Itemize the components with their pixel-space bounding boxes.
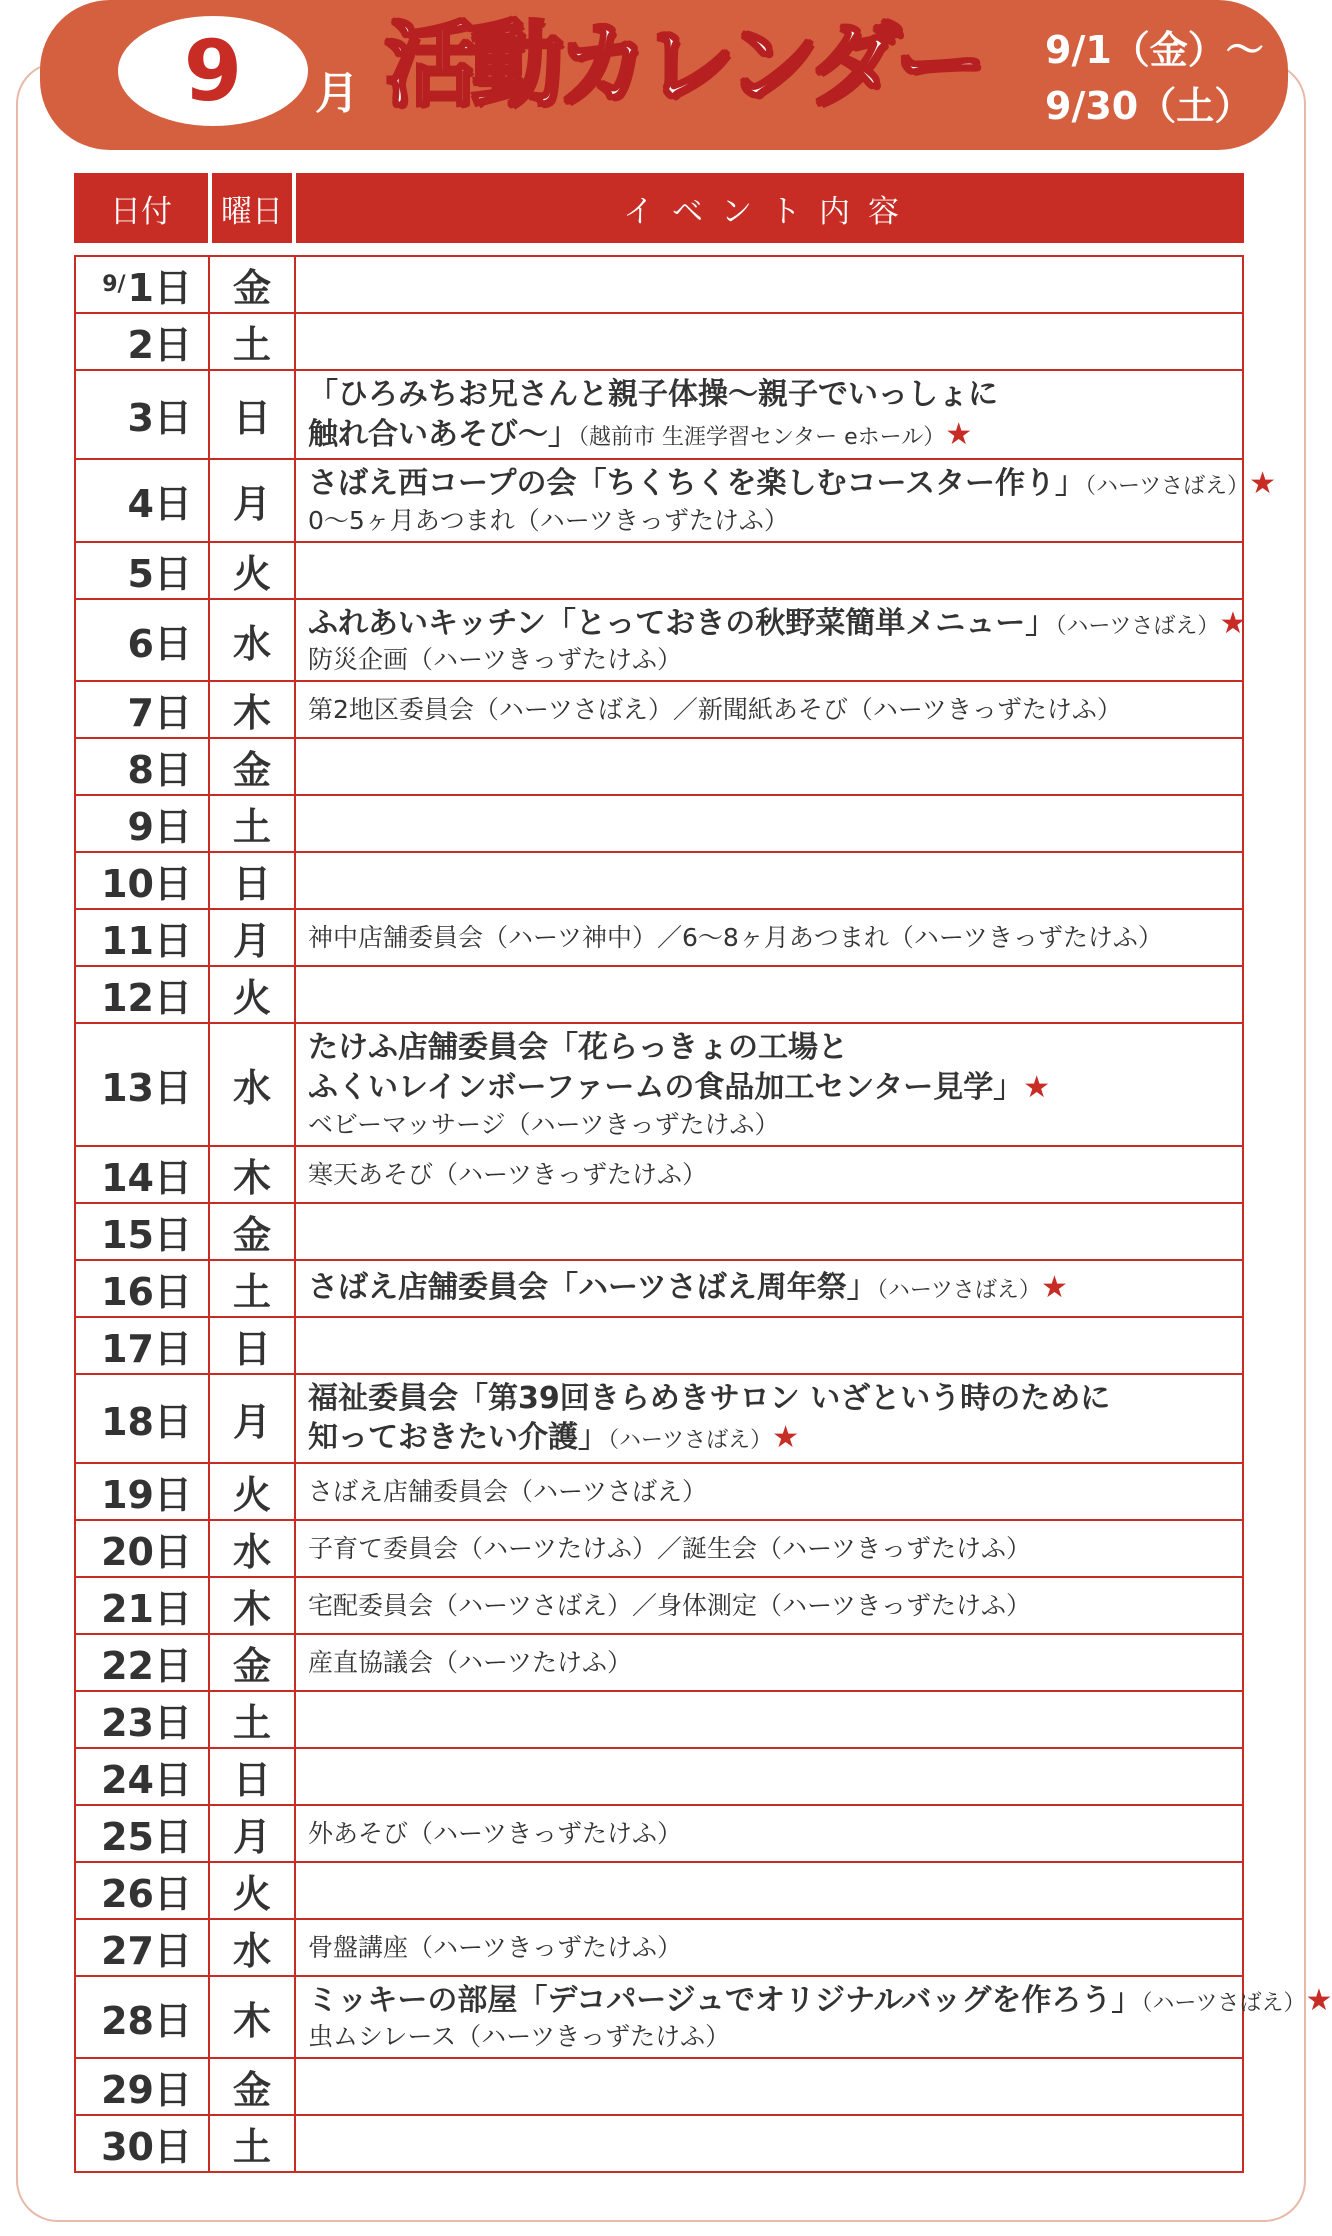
calendar-row xyxy=(75,1203,1243,1260)
date-label: 8日 xyxy=(127,748,192,793)
weekday-cell: 金 xyxy=(209,1203,295,1260)
calendar-row xyxy=(75,1748,1243,1805)
event-cell xyxy=(295,966,1243,1023)
weekday-cell: 木 xyxy=(209,1146,295,1203)
calendar-row xyxy=(75,1317,1243,1374)
event-line xyxy=(308,1379,1236,1419)
event-line xyxy=(308,1028,1236,1068)
weekday-cell: 土 xyxy=(209,1691,295,1748)
event-text: 産直協議会（ハーツたけふ） xyxy=(308,1647,633,1677)
event-text: ふれあいキッチン「とっておきの秋野菜簡単メニュー」 xyxy=(308,605,1056,641)
column-header-row xyxy=(74,173,1244,243)
calendar-row xyxy=(75,1805,1243,1862)
weekday-cell: 月 xyxy=(209,909,295,966)
calendar-row xyxy=(75,542,1243,599)
calendar-row xyxy=(75,1976,1243,2059)
event-cell xyxy=(295,256,1243,313)
weekday-cell: 水 xyxy=(209,1520,295,1577)
date-label: 24日 xyxy=(101,1757,192,1802)
date-cell xyxy=(75,1520,209,1577)
date-cell xyxy=(75,459,209,542)
date-month-prefix: 9/ xyxy=(102,272,126,297)
date-cell xyxy=(75,795,209,852)
date-cell xyxy=(75,1862,209,1919)
calendar-row xyxy=(75,738,1243,795)
event-cell xyxy=(295,370,1243,459)
date-label: 28日 xyxy=(101,1998,192,2043)
star-icon: ★ xyxy=(945,416,973,452)
event-text: ふくいレインボーファームの食品加工センター見学」 xyxy=(308,1069,1024,1105)
month-suffix: 月 xyxy=(315,68,359,119)
event-cell xyxy=(295,1146,1243,1203)
weekday-cell: 火 xyxy=(209,966,295,1023)
date-cell xyxy=(75,542,209,599)
event-line xyxy=(308,1981,1332,2021)
date-cell xyxy=(75,1023,209,1145)
event-cell xyxy=(295,1577,1243,1634)
event-cell xyxy=(295,1374,1243,1463)
event-line xyxy=(308,1158,1236,1191)
date-label: 16日 xyxy=(101,1269,192,1314)
event-cell xyxy=(295,852,1243,909)
calendar-row xyxy=(75,1919,1243,1976)
date-cell xyxy=(75,1748,209,1805)
date-cell xyxy=(75,370,209,459)
event-text: 防災企画（ハーツきっずたけふ） xyxy=(308,645,683,675)
date-label: 7日 xyxy=(127,691,192,736)
event-text: さばえ西コープの会「ちくちくを楽しむコースター作り」 xyxy=(308,466,1085,502)
date-cell xyxy=(75,599,209,682)
event-line xyxy=(308,1589,1236,1622)
event-cell xyxy=(295,313,1243,370)
event-text: 子育て委員会（ハーツたけふ）／誕生会（ハーツきっずたけふ） xyxy=(308,1533,1032,1563)
weekday-cell: 火 xyxy=(209,1463,295,1520)
event-line xyxy=(308,415,1236,455)
weekday-cell: 土 xyxy=(209,795,295,852)
event-cell xyxy=(295,909,1243,966)
date-label: 15日 xyxy=(101,1212,192,1257)
calendar-row xyxy=(75,2058,1243,2115)
date-label: 21日 xyxy=(101,1586,192,1631)
weekday-cell: 金 xyxy=(209,738,295,795)
weekday-cell: 日 xyxy=(209,370,295,459)
weekday-cell: 水 xyxy=(209,1919,295,1976)
calendar-row xyxy=(75,1691,1243,1748)
event-text: 外あそび（ハーツきっずたけふ） xyxy=(308,1818,683,1848)
event-cell xyxy=(295,1203,1243,1260)
column-header-date: 日付 xyxy=(74,173,208,243)
weekday-cell: 月 xyxy=(209,1374,295,1463)
event-location: （ハーツさばえ） xyxy=(1085,474,1250,500)
date-label: 10日 xyxy=(101,862,192,907)
event-line xyxy=(308,1817,1236,1850)
event-line xyxy=(308,1931,1236,1964)
weekday-cell: 日 xyxy=(209,852,295,909)
calendar-row xyxy=(75,370,1243,459)
date-cell xyxy=(75,1634,209,1691)
date-cell xyxy=(75,1691,209,1748)
weekday-cell: 水 xyxy=(209,1023,295,1145)
weekday-cell: 水 xyxy=(209,599,295,682)
event-text: 0〜5ヶ月あつまれ（ハーツきっずたけふ） xyxy=(308,505,789,535)
event-cell xyxy=(295,459,1277,542)
event-line xyxy=(308,1475,1236,1508)
event-line xyxy=(308,1532,1236,1565)
calendar-row xyxy=(75,966,1243,1023)
event-cell xyxy=(295,1976,1332,2059)
star-icon: ★ xyxy=(1023,1069,1051,1105)
weekday-cell: 金 xyxy=(209,2058,295,2115)
weekday-cell: 木 xyxy=(209,1577,295,1634)
star-icon: ★ xyxy=(1249,466,1277,502)
event-line xyxy=(308,604,1247,644)
event-location: （ハーツさばえ） xyxy=(608,1428,773,1454)
event-cell xyxy=(295,2058,1243,2115)
date-cell xyxy=(75,1919,209,1976)
calendar-row xyxy=(75,795,1243,852)
calendar-row xyxy=(75,1577,1243,1634)
event-text: たけふ店舗委員会「花らっきょの工場と xyxy=(308,1030,848,1066)
event-line xyxy=(308,643,1236,676)
date-label: 9日 xyxy=(127,805,192,850)
event-cell xyxy=(295,1634,1243,1691)
calendar-row xyxy=(75,1374,1243,1463)
event-cell xyxy=(295,1862,1243,1919)
event-line xyxy=(308,1068,1236,1108)
column-header-day: 曜日 xyxy=(212,173,292,243)
event-cell xyxy=(295,738,1243,795)
date-cell xyxy=(75,1805,209,1862)
weekday-cell: 火 xyxy=(209,542,295,599)
event-location: （ハーツさばえ） xyxy=(1141,1990,1306,2016)
event-cell xyxy=(295,599,1247,682)
event-text: 宅配委員会（ハーツさばえ）／身体測定（ハーツきっずたけふ） xyxy=(308,1590,1032,1620)
period-range xyxy=(1045,22,1264,134)
event-line xyxy=(308,504,1236,537)
event-location: （ハーツさばえ） xyxy=(1055,613,1220,639)
star-icon: ★ xyxy=(1219,605,1247,641)
date-label: 27日 xyxy=(101,1928,192,1973)
date-cell xyxy=(75,1374,209,1463)
event-cell xyxy=(295,542,1243,599)
date-label: 5日 xyxy=(127,551,192,596)
date-label: 12日 xyxy=(101,976,192,1021)
calendar-row xyxy=(75,681,1243,738)
period-start: 9/1（金）〜 xyxy=(1045,28,1264,72)
weekday-cell: 火 xyxy=(209,1862,295,1919)
date-cell xyxy=(75,1260,209,1317)
date-label: 26日 xyxy=(101,1871,192,1916)
event-text: 骨盤講座（ハーツきっずたけふ） xyxy=(308,1932,683,1962)
calendar-row xyxy=(75,852,1243,909)
calendar-row xyxy=(75,1463,1243,1520)
event-cell xyxy=(295,795,1243,852)
event-text: ミッキーの部屋「デコパージュでオリジナルバッグを作ろう」 xyxy=(308,1982,1142,2018)
date-label: 22日 xyxy=(101,1643,192,1688)
event-text: ベビーマッサージ（ハーツきっずたけふ） xyxy=(308,1109,780,1139)
event-text: 寒天あそび（ハーツきっずたけふ） xyxy=(308,1159,708,1189)
event-text: 福祉委員会「第39回きらめきサロン いざという時のために xyxy=(308,1380,1111,1416)
weekday-cell: 土 xyxy=(209,313,295,370)
event-cell xyxy=(295,1260,1243,1317)
date-label: 25日 xyxy=(101,1814,192,1859)
date-label: 2日 xyxy=(127,323,192,367)
event-line xyxy=(308,1268,1236,1308)
event-text: 第2地区委員会（ハーツさばえ）／新聞紙あそび（ハーツきっずたけふ） xyxy=(308,695,1122,725)
event-text: 神中店舗委員会（ハーツ神中）／6〜8ヶ月あつまれ（ハーツきっずたけふ） xyxy=(308,923,1163,953)
weekday-cell: 土 xyxy=(209,2115,295,2172)
weekday-cell: 月 xyxy=(209,459,295,542)
event-line xyxy=(308,921,1236,954)
event-location: （ハーツさばえ） xyxy=(876,1278,1041,1304)
date-label: 3日 xyxy=(127,396,192,441)
event-text: 触れ合いあそび〜」 xyxy=(308,416,578,452)
title-banner xyxy=(40,0,1288,150)
event-line xyxy=(308,2020,1236,2053)
event-location: （越前市 生涯学習センター eホール） xyxy=(578,424,946,450)
calendar-row xyxy=(75,1862,1243,1919)
weekday-cell: 金 xyxy=(209,256,295,313)
calendar-row xyxy=(75,459,1243,542)
date-label: 17日 xyxy=(101,1326,192,1371)
event-line xyxy=(308,375,1236,415)
date-label: 19日 xyxy=(101,1472,192,1517)
date-cell xyxy=(75,256,209,313)
event-line xyxy=(308,1646,1236,1679)
column-header-event: イベント内容 xyxy=(296,173,1244,243)
date-cell xyxy=(75,1317,209,1374)
weekday-cell: 土 xyxy=(209,1260,295,1317)
calendar-row xyxy=(75,1023,1243,1145)
month-number: 9 xyxy=(183,22,243,120)
weekday-cell: 日 xyxy=(209,1748,295,1805)
calendar-row xyxy=(75,1146,1243,1203)
date-cell xyxy=(75,909,209,966)
weekday-cell: 木 xyxy=(209,681,295,738)
calendar-body xyxy=(75,256,1332,2172)
calendar-row xyxy=(75,1520,1243,1577)
date-label: 30日 xyxy=(101,2125,192,2170)
date-label: 11日 xyxy=(101,919,192,964)
weekday-cell: 日 xyxy=(209,1317,295,1374)
event-line xyxy=(308,1418,1236,1458)
date-cell xyxy=(75,1463,209,1520)
event-cell xyxy=(295,1023,1243,1145)
date-label: 4日 xyxy=(127,481,192,526)
date-cell xyxy=(75,2058,209,2115)
event-cell xyxy=(295,1463,1243,1520)
date-cell xyxy=(75,1976,209,2059)
event-cell xyxy=(295,1919,1243,1976)
event-text: さばえ店舗委員会「ハーツさばえ周年祭」 xyxy=(308,1270,877,1306)
event-cell xyxy=(295,1691,1243,1748)
event-cell xyxy=(295,1748,1243,1805)
weekday-cell: 金 xyxy=(209,1634,295,1691)
event-text: 「ひろみちお兄さんと親子体操〜親子でいっしょに xyxy=(308,377,998,412)
date-cell xyxy=(75,2115,209,2172)
star-icon: ★ xyxy=(772,1420,800,1456)
weekday-cell: 月 xyxy=(209,1805,295,1862)
event-text: 知っておきたい介護」 xyxy=(308,1420,608,1456)
calendar-row xyxy=(75,2115,1243,2172)
date-label: 29日 xyxy=(101,2068,192,2113)
star-icon: ★ xyxy=(1305,1982,1332,2018)
event-cell xyxy=(295,2115,1243,2172)
date-cell xyxy=(75,966,209,1023)
date-label: 23日 xyxy=(101,1700,192,1745)
date-label: 13日 xyxy=(101,1065,192,1110)
date-label: 14日 xyxy=(101,1155,192,1200)
page-title: 活動カレンダー xyxy=(385,12,982,119)
event-cell xyxy=(295,1520,1243,1577)
calendar-row xyxy=(75,313,1243,370)
date-label: 18日 xyxy=(101,1399,192,1444)
month-badge xyxy=(118,16,308,126)
event-text: 虫ムシレース（ハーツきっずたけふ） xyxy=(308,2022,731,2052)
calendar-row xyxy=(75,1634,1243,1691)
date-cell xyxy=(75,313,209,370)
calendar-row xyxy=(75,1260,1243,1317)
event-cell xyxy=(295,1805,1243,1862)
weekday-cell: 木 xyxy=(209,1976,295,2059)
event-cell xyxy=(295,1317,1243,1374)
calendar-row xyxy=(75,256,1243,313)
event-text: さばえ店舗委員会（ハーツさばえ） xyxy=(308,1476,708,1506)
calendar-row xyxy=(75,909,1243,966)
calendar-table xyxy=(74,255,1332,2173)
event-cell xyxy=(295,681,1243,738)
date-cell xyxy=(75,681,209,738)
event-line xyxy=(308,464,1277,504)
date-label: 1日 xyxy=(127,266,192,310)
date-cell xyxy=(75,738,209,795)
date-cell xyxy=(75,1577,209,1634)
calendar-row xyxy=(75,599,1243,682)
date-cell xyxy=(75,852,209,909)
date-cell xyxy=(75,1203,209,1260)
date-label: 20日 xyxy=(101,1529,192,1574)
event-line xyxy=(308,693,1236,726)
date-cell xyxy=(75,1146,209,1203)
star-icon: ★ xyxy=(1040,1270,1068,1306)
period-end: 9/30（土） xyxy=(1045,84,1253,128)
event-line xyxy=(308,1108,1236,1141)
date-label: 6日 xyxy=(127,621,192,666)
